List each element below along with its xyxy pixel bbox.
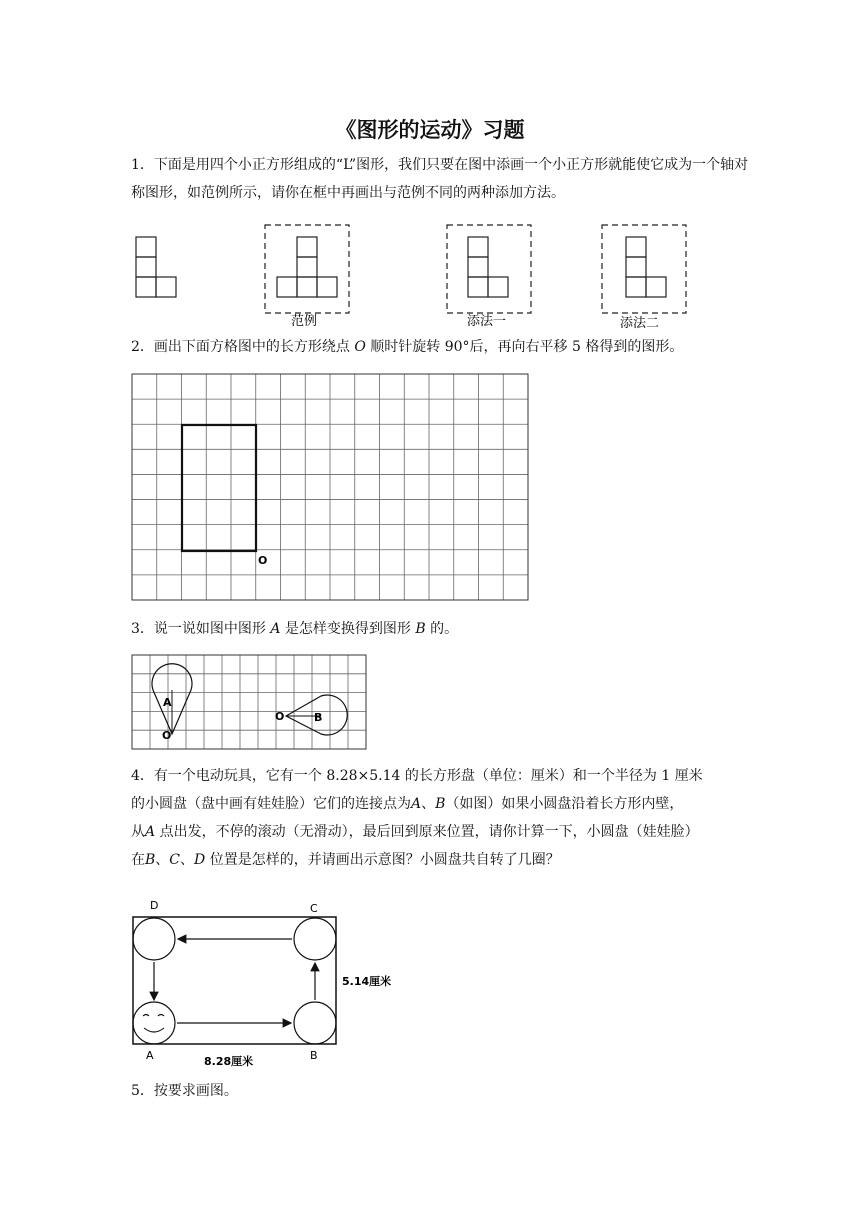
label-a: A — [163, 696, 172, 709]
l-shape-original — [136, 237, 176, 297]
example-frame — [265, 225, 349, 313]
l-shape-method-2 — [626, 237, 666, 297]
caption-method-1: 添法一 — [467, 314, 507, 329]
width-label: 8.28厘米 — [204, 1055, 254, 1068]
l-shape-method-1 — [468, 237, 508, 297]
caption-example: 范例 — [291, 314, 318, 329]
l-shape-example — [277, 237, 337, 297]
page-title: 《图形的运动》习题 — [335, 118, 525, 142]
rectangle-shape — [182, 425, 256, 551]
disc-d — [133, 918, 175, 960]
question-1-text: 1．下面是用四个小正方形组成的“L”图形，我们只要在图中添画一个小正方形就能使它成为一个轴对称图形，如范例所示，请你在框中再画出与范例不同的两种添加方法。 — [131, 157, 749, 201]
method-1-frame — [447, 225, 531, 313]
disc-b — [294, 1002, 336, 1044]
caption-method-2: 添法二 — [620, 316, 660, 331]
rectangle-plate — [133, 917, 336, 1044]
doll-face — [143, 1015, 164, 1033]
question-3-text: 3．说一说如图中图形 A 是怎样变换得到图形 B 的。 — [131, 621, 459, 637]
question-1-figures — [128, 225, 728, 345]
point-o: O — [354, 339, 366, 355]
disc-a — [133, 1002, 175, 1044]
question-3-grid — [132, 655, 372, 755]
label-a: A — [146, 1049, 154, 1062]
label-b: B — [314, 711, 323, 724]
question-2-text: 2．画出下面方格图中的长方形绕点 O 顺时针旋转 90°后，再向右平移 5 格得到的图形。 — [131, 339, 684, 355]
method-2-frame — [602, 225, 686, 313]
disc-c — [294, 918, 336, 960]
label-o-b: O — [275, 710, 285, 723]
label-b: B — [310, 1049, 318, 1062]
question-4-text: 4．有一个电动玩具，它有一个 8.28×5.14 的长方形盘（单位：厘米）和一个半径为 1 厘米 的小圆盘（盘中画有娃娃脸）它们的连接点为A、B（如图）如果小圆盘沿着长方形内壁， 从A 点出发，不停的滚动（无滑动），最后回到原来位置，请你计算一下，小圆盘（娃娃脸） 在B、C、D 位置是怎样的，并请画出示意图？小圆盘共自转了几圈？ — [131, 768, 703, 868]
question-4-figure — [130, 895, 410, 1070]
label-d: D — [150, 899, 159, 912]
point-o-label: O — [258, 554, 268, 567]
height-label: 5.14厘米 — [342, 975, 392, 988]
label-c: C — [310, 902, 318, 915]
question-2-grid — [132, 374, 532, 604]
label-o-a: O — [162, 729, 172, 742]
question-5-text: 5．按要求画图。 — [131, 1083, 238, 1099]
